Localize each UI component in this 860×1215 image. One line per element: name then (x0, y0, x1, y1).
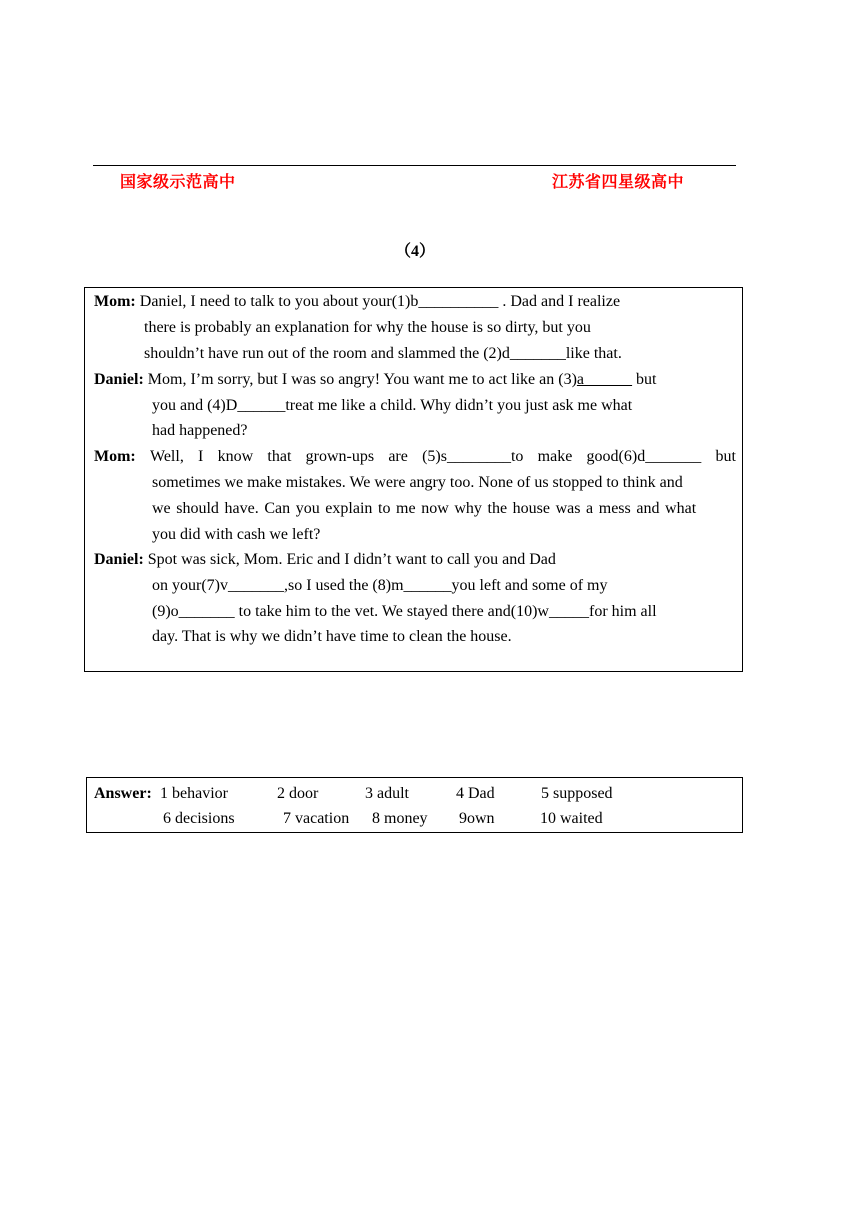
text: to take him to the vet. We stayed there and(10)w (234, 603, 549, 620)
answer-item: 10 waited (540, 810, 603, 827)
text: (5)s (422, 448, 447, 465)
answer-box (86, 777, 743, 833)
answer-item: 4 Dad (456, 785, 495, 802)
speaker-daniel: Daniel: (94, 371, 144, 388)
word: I (198, 448, 204, 465)
word (587, 447, 702, 467)
blank-9: _______ (178, 603, 235, 620)
blank-6: _______ (645, 448, 702, 465)
text: Daniel, I need to talk to you about your(1)b (135, 293, 419, 310)
header-school-left: 国家级示范高中 (120, 172, 236, 191)
word: grown-ups (305, 448, 375, 465)
answer-item: 7 vacation (283, 810, 350, 827)
word: know (217, 448, 254, 465)
text: (9)o (152, 603, 179, 620)
answer-item: 2 door (277, 785, 319, 802)
answer-item: 1 behavior (160, 785, 228, 802)
speaker-mom: Mom: (94, 293, 136, 310)
section-number: （4） (395, 243, 436, 260)
daniel2-line-4: day. That is why we didn’t have time to clean the house. (152, 628, 512, 645)
answer-item: 9own (459, 810, 495, 827)
text: good(6)d (586, 448, 646, 465)
header-rule (93, 165, 736, 166)
daniel-line-2 (152, 396, 632, 416)
answer-item: 8 money (372, 810, 428, 827)
mom-line-2: there is probably an explanation for why the house is so dirty, but you (144, 319, 591, 336)
blank-7: _______ (227, 577, 284, 594)
text: you and (4)D (152, 397, 238, 414)
text: you left and some of my (451, 577, 608, 594)
dialogue-box (84, 287, 743, 672)
text: like that. (565, 345, 622, 362)
speaker-daniel: Daniel: (94, 551, 144, 568)
word: make (537, 448, 573, 465)
daniel2-line-3 (152, 602, 657, 622)
mom-line-3 (144, 344, 622, 364)
word: but (715, 448, 736, 465)
text: but (632, 371, 657, 388)
word: are (388, 448, 408, 465)
daniel2-line-2 (152, 576, 607, 596)
text: . Dad and I realize (498, 293, 621, 310)
text: Mom, I’m sorry, but I was so angry! You want me to act like an (3) (143, 371, 577, 388)
speaker-mom: Mom: (94, 448, 136, 465)
blank-5: ________ (446, 448, 511, 465)
daniel-line-1 (94, 370, 656, 390)
blank-1: __________ (418, 293, 499, 310)
answer-item: 5 supposed (541, 785, 613, 802)
daniel-line-3: had happened? (152, 422, 248, 439)
mom2-line-4: you did with cash we left? (152, 526, 321, 543)
text: treat me like a child. Why didn’t you just ask me what (285, 397, 633, 414)
text: shouldn’t have run out of the room and slammed the (2)d (144, 345, 510, 362)
text: Spot was sick, Mom. Eric and I didn’t want to call you and Dad (143, 551, 556, 568)
word (422, 447, 523, 467)
blank-3: a______ (576, 371, 632, 388)
text: to (510, 448, 524, 465)
mom2-line-1 (94, 447, 736, 467)
blank-4: ______ (237, 397, 286, 414)
header-school-right: 江苏省四星级高中 (552, 172, 685, 191)
mom2-line-2: sometimes we make mistakes. We were angry too. None of us stopped to think and (152, 474, 683, 491)
blank-2: _______ (509, 345, 566, 362)
word: that (267, 448, 292, 465)
answer-item: 6 decisions (163, 810, 235, 827)
text: we should have. Can you explain to me now why the house was a mess and what (152, 500, 697, 517)
blank-8: ______ (403, 577, 452, 594)
text: on your(7)v (152, 577, 228, 594)
answer-label: Answer: (94, 785, 152, 802)
mom-line-1 (94, 292, 620, 312)
word: Well, (150, 448, 184, 465)
answer-item: 3 adult (365, 785, 409, 802)
mom2-line-3 (152, 499, 736, 519)
text: ,so I used the (8)m (283, 577, 404, 594)
blank-10: _____ (548, 603, 589, 620)
text: for him all (588, 603, 657, 620)
daniel2-line-1 (94, 550, 556, 570)
